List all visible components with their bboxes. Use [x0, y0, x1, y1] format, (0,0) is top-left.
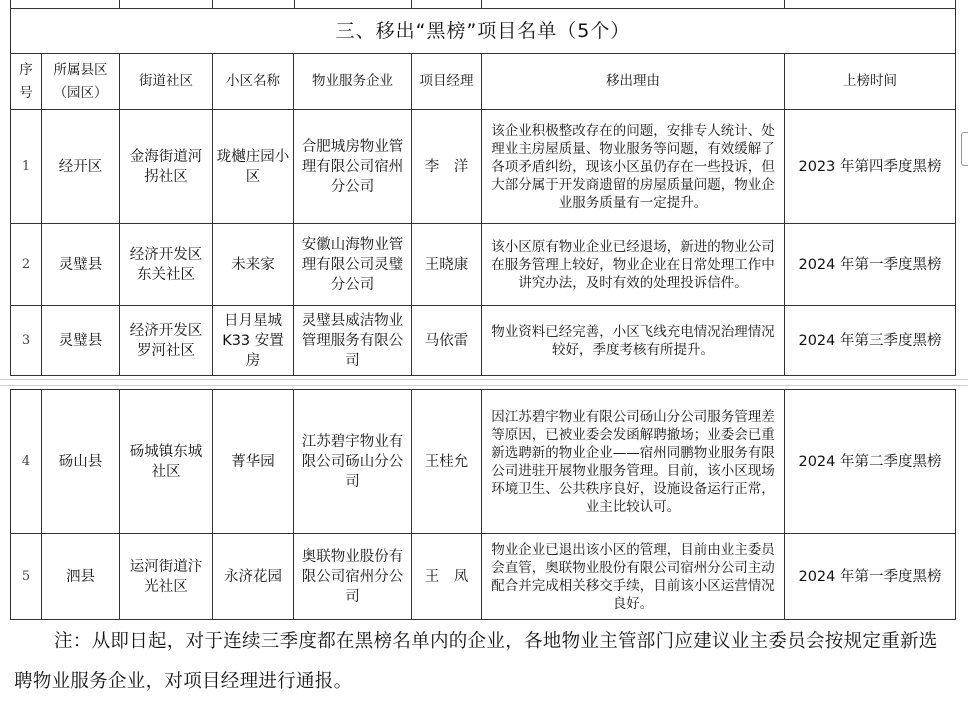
cell-street: 经济开发区罗河社区: [120, 306, 213, 376]
cell-seq: 4: [11, 390, 42, 534]
header-time: 上榜时间: [785, 54, 956, 110]
header-reason: 移出理由: [482, 54, 785, 110]
cell-street: 砀城镇东城社区: [120, 390, 213, 534]
cell-street: 经济开发区东关社区: [120, 224, 213, 306]
header-company: 物业服务企业: [294, 54, 412, 110]
cell-community: 未来家: [213, 224, 294, 306]
cell-seq: 2: [11, 224, 42, 306]
cell-company: 江苏碧宇物业有限公司砀山分公司: [294, 390, 412, 534]
cell-manager: 李 洋: [412, 110, 482, 224]
cell-county: 经开区: [42, 110, 120, 224]
page-break: [0, 377, 968, 389]
table-title: 三、移出“黑榜”项目名单（5个）: [11, 9, 956, 54]
cell-reason: 该小区原有物业企业已经退场，新进的物业公司在服务管理上较好，物业企业在日常处理工作中讲究办法，及时有效的处理投诉信件。: [482, 224, 785, 306]
table-row: [11, 306, 956, 376]
cell-company: 灵璧县威洁物业管理服务有限公司: [294, 306, 412, 376]
cell-community: 日月星城K33 安置房: [213, 306, 294, 376]
cell-seq: 1: [11, 110, 42, 224]
cell-manager: 王 凤: [412, 534, 482, 620]
header-manager: 项目经理: [412, 54, 482, 110]
cell-time: 2024 年第三季度黑榜: [785, 306, 956, 376]
cell-reason: 该企业积极整改存在的问题，安排专人统计、处理业主房屋质量、物业服务等问题，有效缓解了各项矛盾纠纷，现该小区虽仍存在一些投诉，但大部分属于开发商遗留的房屋质量问题，物业企业服务质量有一定提升。: [482, 110, 785, 224]
cell-company: 奥联物业股份有限公司宿州分公司: [294, 534, 412, 620]
cell-county: 灵璧县: [42, 224, 120, 306]
header-street: 街道社区: [120, 54, 213, 110]
cell-community: 珑樾庄园小区: [213, 110, 294, 224]
header-county: 所属县区（园区）: [42, 54, 120, 110]
cell-seq: 5: [11, 534, 42, 620]
blacklist-table-part-2: [10, 389, 956, 620]
header-row: [11, 54, 956, 110]
header-community: 小区名称: [213, 54, 294, 110]
footnote: 注：从即日起，对于连续三季度都在黑榜名单内的企业，各地物业主管部门应建议业主委员会按规定重新选聘物业服务企业，对项目经理进行通报。: [14, 631, 938, 692]
table-row: [11, 110, 956, 224]
table-row: [11, 390, 956, 534]
cell-time: 2024 年第一季度黑榜: [785, 224, 956, 306]
table-row: [11, 534, 956, 620]
cell-county: 灵璧县: [42, 306, 120, 376]
previous-table-remnant: [10, 0, 956, 8]
cell-seq: 3: [11, 306, 42, 376]
cell-reason: 物业资料已经完善，小区飞线充电情况治理情况较好，季度考核有所提升。: [482, 306, 785, 376]
cell-manager: 王晓康: [412, 224, 482, 306]
cell-county: 泗县: [42, 534, 120, 620]
blacklist-table-part-1: [10, 8, 956, 376]
cell-time: 2023 年第四季度黑榜: [785, 110, 956, 224]
cell-manager: 王桂允: [412, 390, 482, 534]
cell-company: 合肥城房物业管理有限公司宿州分公司: [294, 110, 412, 224]
cell-time: 2024 年第一季度黑榜: [785, 534, 956, 620]
cell-community: 永济花园: [213, 534, 294, 620]
cell-time: 2024 年第二季度黑榜: [785, 390, 956, 534]
cell-reason: 物业企业已退出该小区的管理，目前由业主委员会直管，奥联物业股份有限公司宿州分公司主动配合并完成相关移交手续，目前该小区运营情况良好。: [482, 534, 785, 620]
cell-street: 金海街道河拐社区: [120, 110, 213, 224]
cell-street: 运河街道汴光社区: [120, 534, 213, 620]
cell-county: 砀山县: [42, 390, 120, 534]
table-row: [11, 224, 956, 306]
cell-company: 安徽山海物业管理有限公司灵璧分公司: [294, 224, 412, 306]
scroll-handle[interactable]: [961, 132, 968, 166]
cell-community: 菁华园: [213, 390, 294, 534]
header-seq: 序号: [11, 54, 42, 110]
cell-reason: 因江苏碧宇物业有限公司砀山分公司服务管理差等原因，已被业委会发函解聘撤场；业委会已重新选聘新的物业企业——宿州同鹏物业服务有限公司进驻开展物业服务管理。目前，该小区现场环境卫生、公共秩序良好，设施设备运行正常，业主比较认可。: [482, 390, 785, 534]
cell-manager: 马依雷: [412, 306, 482, 376]
